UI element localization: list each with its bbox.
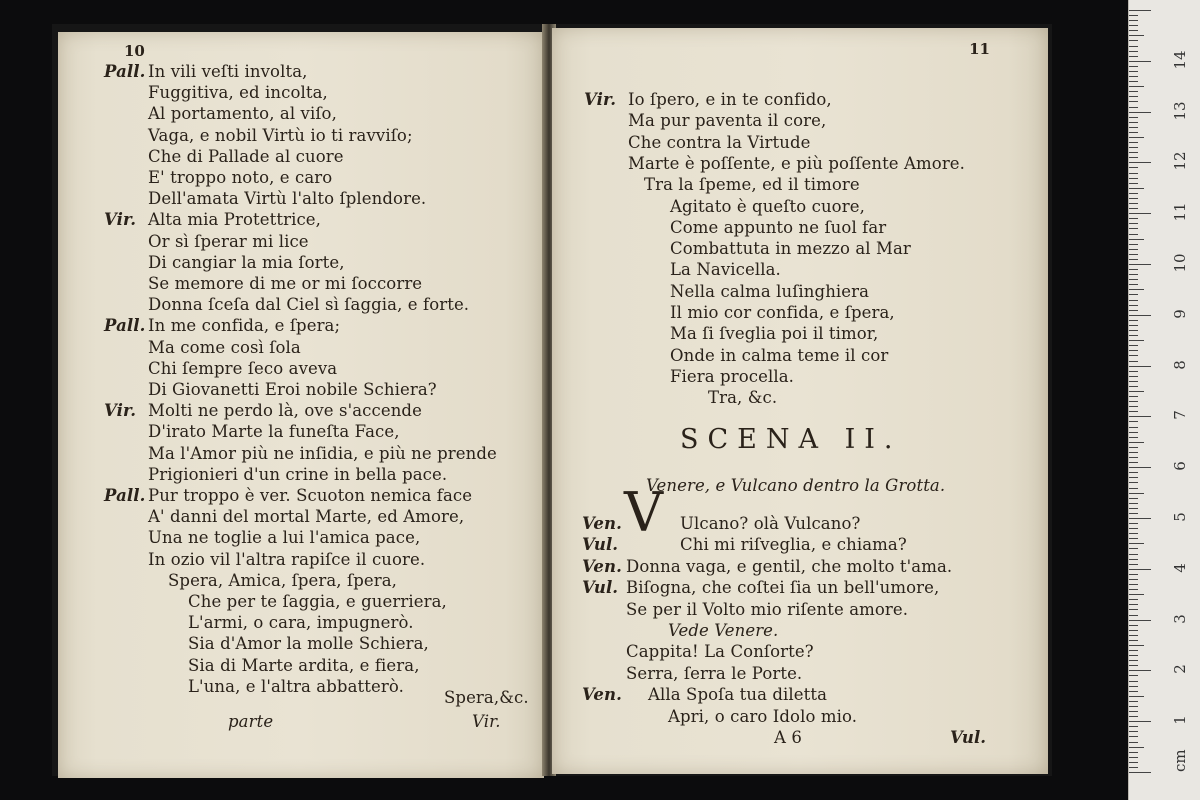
ruler-tick (1129, 30, 1138, 31)
verse-line: La Navicella. (670, 260, 781, 280)
verse-line: Se per il Volto mio riſente amore. (626, 599, 909, 619)
verse-line: Vaga, e nobil Virtù io ti ravviſo; (148, 125, 413, 145)
verse-line: Or sì ſperar mi lice (148, 231, 309, 251)
ruler-tick (1129, 193, 1138, 194)
verse-line: A' danni del mortal Marte, ed Amore, (148, 507, 465, 527)
verse-line: Tra la ſpeme, ed il timore (644, 175, 860, 195)
ruler-tick (1129, 716, 1138, 717)
ruler-tick (1129, 25, 1138, 26)
ruler-tick (1129, 625, 1138, 626)
ruler-tick (1129, 675, 1138, 676)
ruler-tick (1129, 655, 1138, 656)
ruler-tick (1129, 411, 1138, 412)
ruler-tick (1129, 35, 1144, 36)
ruler-tick (1129, 66, 1138, 67)
ruler-tick (1129, 234, 1138, 235)
ruler-tick (1129, 543, 1144, 544)
verse-line: Fuggitiva, ed incolta, (148, 83, 328, 103)
ruler-tick (1129, 421, 1138, 422)
ruler-tick (1129, 274, 1138, 275)
ruler-tick (1129, 518, 1151, 519)
verse-line: Che per te ſaggia, e guerriera, (188, 592, 447, 611)
verse-line: In ozio vil l'altra rapiſce il cuore. (148, 549, 426, 569)
ruler-tick (1129, 477, 1138, 478)
ruler-tick (1129, 162, 1151, 163)
ruler-tick (1129, 239, 1144, 240)
left-page (58, 32, 544, 778)
speaker-label: Pall. (104, 486, 146, 505)
ruler-tick (1129, 457, 1138, 458)
ruler-tick (1129, 742, 1138, 743)
verse-line: Tra, &c. (708, 388, 778, 408)
ruler-tick (1129, 681, 1138, 682)
verse-line: Fiera procella. (670, 366, 794, 386)
ruler-tick (1129, 640, 1138, 641)
ruler-tick (1129, 86, 1144, 87)
verse-line: Che di Pallade al cuore (148, 146, 344, 166)
ruler-tick (1129, 137, 1144, 138)
ruler-tick (1129, 670, 1151, 671)
ruler-label: 14 (1171, 50, 1189, 70)
ruler-tick (1129, 645, 1144, 646)
ruler-tick (1129, 630, 1138, 631)
ruler-tick (1129, 523, 1138, 524)
ruler-tick (1129, 488, 1138, 489)
verse-line: Pur troppo è ver. Scuoton nemica face (148, 486, 473, 505)
measuring-ruler (1128, 0, 1200, 800)
verse-line: Prigionieri d'un crine in bella pace. (148, 464, 448, 484)
ruler-tick (1129, 244, 1138, 245)
ruler-tick (1129, 747, 1144, 748)
ruler-tick (1129, 157, 1138, 158)
ruler-tick (1129, 427, 1138, 428)
ruler-tick (1129, 142, 1138, 143)
verse-line: E' troppo noto, e caro (148, 168, 333, 187)
ruler-label: 5 (1171, 512, 1189, 522)
ruler-tick (1129, 20, 1138, 21)
ruler-tick (1129, 371, 1138, 372)
ruler-tick (1129, 61, 1151, 62)
ruler-tick (1129, 203, 1138, 204)
ruler-tick (1129, 91, 1138, 92)
ruler-tick (1129, 10, 1151, 11)
ruler-tick (1129, 650, 1138, 651)
ruler-tick (1129, 589, 1138, 590)
ruler-tick (1129, 554, 1138, 555)
ruler-tick (1129, 132, 1138, 133)
verse-line: Se memore di me or mi ſoccorre (148, 274, 423, 293)
ruler-tick (1129, 122, 1138, 123)
ruler-tick (1129, 686, 1138, 687)
ruler-tick (1129, 503, 1138, 504)
ruler-tick (1129, 208, 1138, 209)
ruler-tick (1129, 615, 1138, 616)
ruler-tick (1129, 213, 1151, 214)
ruler-tick (1129, 599, 1138, 600)
ruler-tick (1129, 533, 1138, 534)
ruler-tick (1129, 584, 1138, 585)
speaker-label: Vul. (582, 578, 619, 598)
ruler-tick (1129, 447, 1138, 448)
ruler-tick (1129, 767, 1138, 768)
verse-line: Spera, Amica, ſpera, ſpera, (168, 570, 398, 590)
verse-line: Come appunto ne ſuol far (670, 217, 887, 237)
ruler-tick (1129, 604, 1138, 605)
verse-line: Che contra la Virtude (628, 132, 811, 152)
ruler-tick (1129, 508, 1138, 509)
verse-line: Biſogna, che coſtei ſia un bell'umore, (626, 578, 940, 598)
scene-title: SCENA II. (680, 424, 902, 455)
ruler-tick (1129, 173, 1138, 174)
speaker-label: Ven. (582, 685, 622, 705)
ruler-tick (1129, 101, 1138, 102)
ruler-label: 9 (1171, 309, 1189, 319)
right-page (552, 28, 1048, 774)
ruler-tick (1129, 564, 1138, 565)
ruler-tick (1129, 46, 1138, 47)
ruler-label: 8 (1171, 359, 1189, 370)
ruler-label: 4 (1171, 563, 1189, 573)
ruler-tick (1129, 188, 1144, 189)
verse-line: Al portamento, al viſo, (148, 104, 337, 124)
catchword-right: Vir. (472, 712, 501, 731)
ruler-tick (1129, 731, 1138, 732)
speaker-label: Vir. (584, 90, 617, 109)
ruler-tick (1129, 452, 1138, 453)
ruler-tick (1129, 183, 1138, 184)
ruler-tick (1129, 437, 1138, 438)
speaker-label: Pall. (104, 62, 146, 81)
ruler-tick (1129, 294, 1138, 295)
ruler-tick (1129, 386, 1138, 387)
ruler-tick (1129, 345, 1138, 346)
ruler-tick (1129, 574, 1138, 575)
ruler-label: 3 (1171, 613, 1189, 624)
ruler-tick (1129, 381, 1138, 382)
ruler-tick (1129, 366, 1151, 367)
ruler-tick (1129, 721, 1151, 722)
ruler-tick (1129, 635, 1138, 636)
ruler-label: 7 (1171, 410, 1189, 421)
verse-line: Ma pur paventa il core, (628, 111, 827, 131)
drop-cap: V (624, 481, 663, 544)
verse-line: Cappita! La Conſorte? (626, 642, 814, 662)
verse-line: Donna ſceſa dal Ciel sì ſaggia, e forte. (148, 295, 470, 315)
ruler-tick (1129, 71, 1138, 72)
ruler-tick (1129, 117, 1138, 118)
ruler-label: 10 (1171, 253, 1189, 273)
ruler-label: 6 (1171, 461, 1189, 471)
ruler-tick (1129, 249, 1138, 250)
speaker-label: Ven. (582, 556, 622, 576)
ruler-tick (1129, 513, 1138, 514)
ruler-tick (1129, 442, 1144, 443)
ruler-tick (1129, 305, 1138, 306)
verse-line: Apri, o caro Idolo mio. (668, 706, 858, 726)
ruler-label: 11 (1171, 202, 1189, 222)
ruler-tick (1129, 757, 1138, 758)
ruler-tick (1129, 472, 1138, 473)
ruler-tick (1129, 467, 1151, 468)
ruler-tick (1129, 315, 1151, 316)
speaker-label: Pall. (104, 316, 146, 336)
ruler-tick (1129, 147, 1138, 148)
ruler-tick (1129, 609, 1138, 610)
ruler-tick (1129, 559, 1138, 560)
ruler-tick (1129, 300, 1138, 301)
ruler-tick (1129, 620, 1151, 621)
ruler-tick (1129, 548, 1138, 549)
ruler-tick (1129, 269, 1138, 270)
ruler-tick (1129, 325, 1138, 326)
ruler-tick (1129, 665, 1138, 666)
ruler-tick (1129, 406, 1138, 407)
ruler-tick (1129, 228, 1138, 229)
speaker-label: Vir. (104, 210, 137, 230)
ruler-tick (1129, 711, 1138, 712)
ruler-tick (1129, 40, 1138, 41)
verse-line: Di cangiar la mia ſorte, (148, 252, 345, 272)
ruler-tick (1129, 361, 1138, 362)
ruler-tick (1129, 396, 1138, 397)
ruler-tick (1129, 726, 1138, 727)
verse-line: Una ne toglie a lui l'amica pace, (148, 528, 421, 548)
ruler-tick (1129, 218, 1138, 219)
ruler-label: 13 (1171, 101, 1189, 121)
catchword-right-page: Vul. (950, 728, 987, 747)
ruler-tick (1129, 51, 1138, 52)
speaker-label: Vul. (582, 535, 619, 555)
ruler-tick (1129, 493, 1144, 494)
ruler-tick (1129, 279, 1138, 280)
ruler-tick (1129, 762, 1138, 763)
verse-line: Alta mia Protettrice, (148, 210, 322, 230)
ruler-tick (1129, 736, 1138, 737)
ruler-tick (1129, 355, 1138, 356)
ruler-tick (1129, 696, 1144, 697)
ruler-tick (1129, 76, 1138, 77)
verse-line: In me confida, e ſpera; (148, 316, 341, 336)
ruler-tick (1129, 81, 1138, 82)
verse-line: Molti ne perdo là, ove s'accende (148, 401, 422, 421)
ruler-tick (1129, 167, 1138, 168)
ruler-tick (1129, 320, 1138, 321)
ruler-unit-label: cm (1171, 749, 1189, 772)
ruler-tick (1129, 538, 1138, 539)
ruler-tick (1129, 284, 1138, 285)
ruler-tick (1129, 259, 1138, 260)
stage-direction: Vede Venere. (668, 621, 779, 640)
verse-line: Serra, ſerra le Porte. (626, 663, 803, 683)
verse-line: Dell'amata Virtù l'alto ſplendore. (148, 189, 427, 209)
open-book (52, 24, 1052, 776)
ruler-tick (1129, 223, 1138, 224)
verse-line: Chi mi riſveglia, e chiama? (680, 535, 907, 555)
verse-line: Sia di Marte ardita, e fiera, (188, 655, 420, 675)
ruler-tick (1129, 198, 1138, 199)
page-number-left: 10 (124, 42, 145, 60)
verse-line: Nella calma luſinghiera (670, 281, 870, 301)
ruler-tick (1129, 96, 1138, 97)
ruler-tick (1129, 660, 1138, 661)
verse-line: Sia d'Amor la molle Schiera, (188, 634, 429, 654)
verse-line: Ma ſi ſveglia poi il timor, (670, 324, 879, 344)
verse-line: Chi ſempre ſeco aveva (148, 358, 338, 378)
ruler-tick (1129, 701, 1138, 702)
ruler-tick (1129, 112, 1151, 113)
verse-line: Combattuta in mezzo al Mar (670, 239, 911, 259)
verse-line: Marte è poſſente, e più poſſente Amore. (628, 153, 966, 173)
ruler-tick (1129, 15, 1138, 16)
verse-line: Io ſpero, e in te confido, (628, 90, 832, 109)
ruler-tick (1129, 772, 1151, 773)
ruler-label: 2 (1171, 664, 1189, 675)
ruler-tick (1129, 498, 1138, 499)
signature-mark: A 6 (774, 728, 802, 747)
verse-line: Onde in calma teme il cor (670, 345, 889, 365)
verse-line: Ma come così ſola (148, 337, 301, 357)
verse-line: L'una, e l'altra abbatterò. (188, 676, 404, 696)
speaker-label: Ven. (582, 514, 622, 533)
ruler-tick (1129, 56, 1138, 57)
catchword-left: parte (228, 712, 274, 731)
verse-line: Il mio cor confida, e ſpera, (670, 303, 895, 322)
ruler-tick (1129, 178, 1138, 179)
ruler-tick (1129, 330, 1138, 331)
ruler-tick (1129, 340, 1144, 341)
ruler-tick (1129, 289, 1144, 290)
ruler-tick (1129, 594, 1144, 595)
ruler-label: 1 (1171, 715, 1189, 725)
verse-line: Di Giovanetti Eroi nobile Schiera? (148, 380, 437, 399)
ruler-tick (1129, 569, 1151, 570)
verse-line: In vili veſti involta, (148, 62, 308, 81)
ruler-tick (1129, 264, 1151, 265)
verse-line: D'irato Marte la funeſta Face, (148, 422, 400, 442)
ruler-tick (1129, 432, 1138, 433)
verse-line: Donna vaga, e gentil, che molto t'ama. (626, 556, 953, 576)
ruler-tick (1129, 706, 1138, 707)
page-number-right: 11 (969, 40, 990, 58)
ruler-tick (1129, 416, 1151, 417)
ruler-tick (1129, 335, 1138, 336)
ruler-tick (1129, 376, 1138, 377)
ruler-tick (1129, 391, 1144, 392)
verse-line: L'armi, o cara, impugnerò. (188, 613, 414, 633)
ruler-tick (1129, 579, 1138, 580)
ruler-tick (1129, 528, 1138, 529)
ruler-tick (1129, 462, 1138, 463)
repeat-mark: Spera,&c. (444, 688, 529, 707)
ruler-label: 12 (1171, 151, 1189, 171)
ruler-tick (1129, 127, 1138, 128)
ruler-tick (1129, 350, 1138, 351)
ruler-tick (1129, 152, 1138, 153)
verse-line: Agitato è queſto cuore, (670, 196, 865, 216)
verse-line: Ma l'Amor più ne inſidia, e più ne prende (148, 443, 497, 463)
ruler-tick (1129, 254, 1138, 255)
ruler-tick (1129, 752, 1138, 753)
speaker-label: Vir. (104, 401, 137, 421)
ruler-tick (1129, 482, 1138, 483)
scene-subtitle: Venere, e Vulcano dentro la Grotta. (646, 476, 946, 495)
ruler-tick (1129, 107, 1138, 108)
ruler-tick (1129, 310, 1138, 311)
verse-line: Alla Spoſa tua diletta (648, 685, 828, 705)
ruler-tick (1129, 691, 1138, 692)
ruler-tick (1129, 401, 1138, 402)
verse-line: Ulcano? olà Vulcano? (680, 514, 861, 533)
